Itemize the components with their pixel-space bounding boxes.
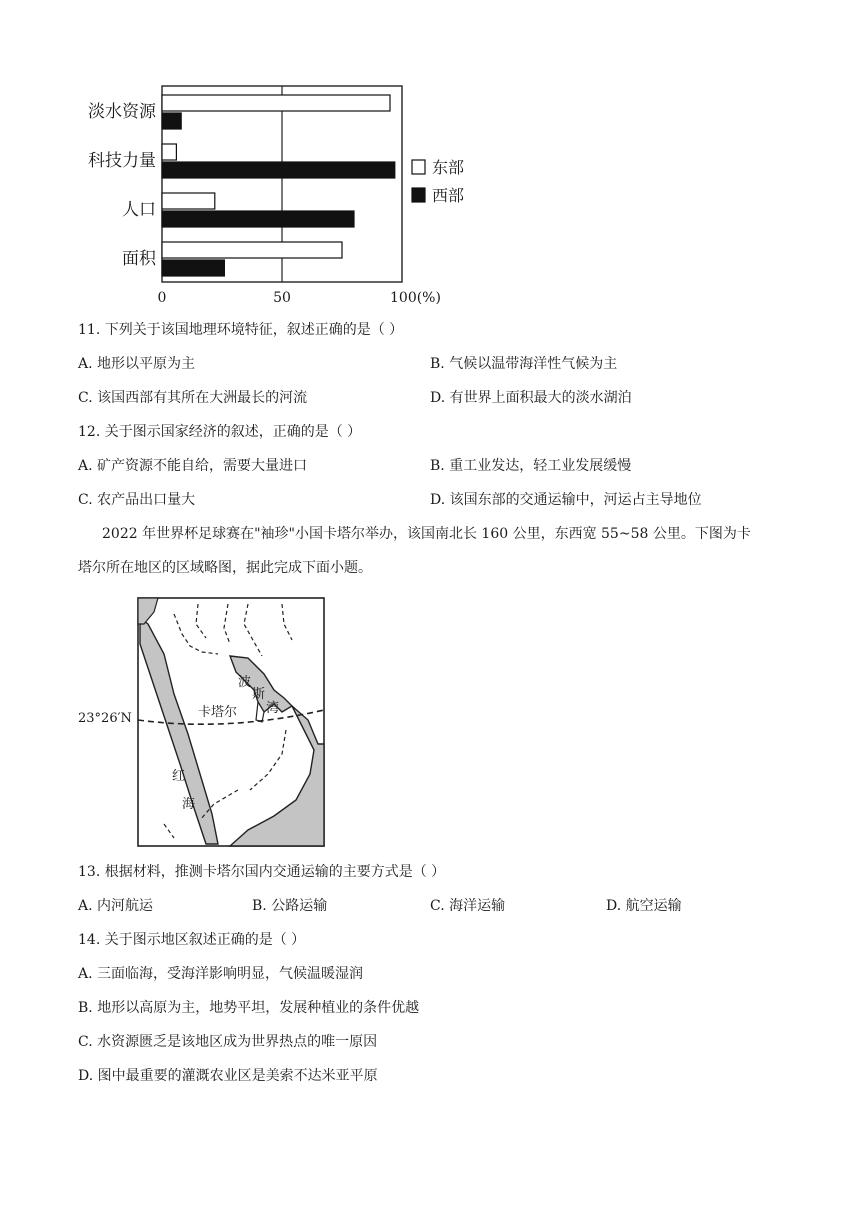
q13-option-a[interactable]: A. 内河航运 xyxy=(78,898,154,914)
category-label: 淡水资源 xyxy=(88,102,156,122)
q12-option-a[interactable]: A. 矿产资源不能自给，需要大量进口 xyxy=(78,458,308,474)
bar-west-3 xyxy=(162,260,224,276)
passage-line-1: 2022 年世界杯足球赛在"袖珍"小国卡塔尔举办，该国南北长 160 公里，东西宽 55~58 公里。下图为卡 xyxy=(102,526,751,542)
q13-option-d[interactable]: D. 航空运输 xyxy=(606,898,682,914)
q11-option-a[interactable]: A. 地形以平原为主 xyxy=(78,356,196,372)
bar-west-2 xyxy=(162,211,354,227)
x-tick-label: 50 xyxy=(273,290,291,306)
q11-option-d[interactable]: D. 有世界上面积最大的淡水湖泊 xyxy=(430,390,632,406)
latitude-label: 23°26′N xyxy=(78,711,132,726)
bar-west-0 xyxy=(162,113,181,129)
q11-option-b[interactable]: B. 气候以温带海洋性气候为主 xyxy=(430,356,618,372)
q12-option-d[interactable]: D. 该国东部的交通运输中，河运占主导地位 xyxy=(430,492,702,508)
legend-label-west: 西部 xyxy=(432,186,465,205)
red-sea-label-1: 红 xyxy=(172,769,186,784)
bar-east-1 xyxy=(162,144,176,160)
q12-option-b[interactable]: B. 重工业发达，轻工业发展缓慢 xyxy=(430,458,632,474)
q14-option-d[interactable]: D. 图中最重要的灌溉农业区是美索不达米亚平原 xyxy=(78,1068,378,1084)
q14-option-c[interactable]: C. 水资源匮乏是该地区成为世界热点的唯一原因 xyxy=(78,1034,378,1050)
tick-labels xyxy=(158,290,441,306)
q11-option-c[interactable]: C. 该国西部有其所在大洲最长的河流 xyxy=(78,390,308,406)
legend-swatch-east xyxy=(412,160,425,174)
category-label: 人口 xyxy=(122,200,156,220)
category-labels xyxy=(88,102,157,269)
region-map-svg xyxy=(78,594,330,852)
region-map xyxy=(78,594,330,852)
q14-option-b[interactable]: B. 地形以高原为主，地势平坦，发展种植业的条件优越 xyxy=(78,1000,420,1016)
q14-stem: 14. 关于图示地区叙述正确的是（ ） xyxy=(78,932,306,948)
category-label: 面积 xyxy=(122,249,156,269)
bar-east-0 xyxy=(162,95,390,111)
red-sea-label-2: 海 xyxy=(182,797,196,812)
q11-stem: 11. 下列关于该国地理环境特征，叙述正确的是（ ） xyxy=(78,322,404,338)
gulf-label-2: 斯 xyxy=(252,687,266,702)
resource-bar-chart xyxy=(70,80,490,310)
q13-option-c[interactable]: C. 海洋运输 xyxy=(430,898,506,914)
bar-east-3 xyxy=(162,242,342,258)
x-tick-label: 0 xyxy=(157,290,167,306)
bar-west-1 xyxy=(162,162,395,178)
passage-line-2: 塔尔所在地区的区域略图，据此完成下面小题。 xyxy=(78,560,372,576)
q13-option-b[interactable]: B. 公路运输 xyxy=(252,898,328,914)
gulf-label-1: 波 xyxy=(238,675,252,690)
q13-stem: 13. 根据材料，推测卡塔尔国内交通运输的主要方式是（ ） xyxy=(78,864,446,880)
q12-option-c[interactable]: C. 农产品出口量大 xyxy=(78,492,196,508)
legend-label-east: 东部 xyxy=(432,158,465,177)
qatar-label: 卡塔尔 xyxy=(198,705,238,720)
category-label: 科技力量 xyxy=(88,151,156,171)
gulf-label-3: 湾 xyxy=(266,701,280,716)
bar-chart-svg xyxy=(70,80,490,310)
legend xyxy=(412,158,464,205)
q14-option-a[interactable]: A. 三面临海，受海洋影响明显，气候温暖湿润 xyxy=(78,966,364,982)
q12-stem: 12. 关于图示国家经济的叙述，正确的是（ ） xyxy=(78,424,362,440)
bar-east-2 xyxy=(162,193,215,209)
bars-group xyxy=(162,95,395,276)
legend-swatch-west xyxy=(412,188,425,202)
x-tick-label: 100(%) xyxy=(390,290,441,306)
